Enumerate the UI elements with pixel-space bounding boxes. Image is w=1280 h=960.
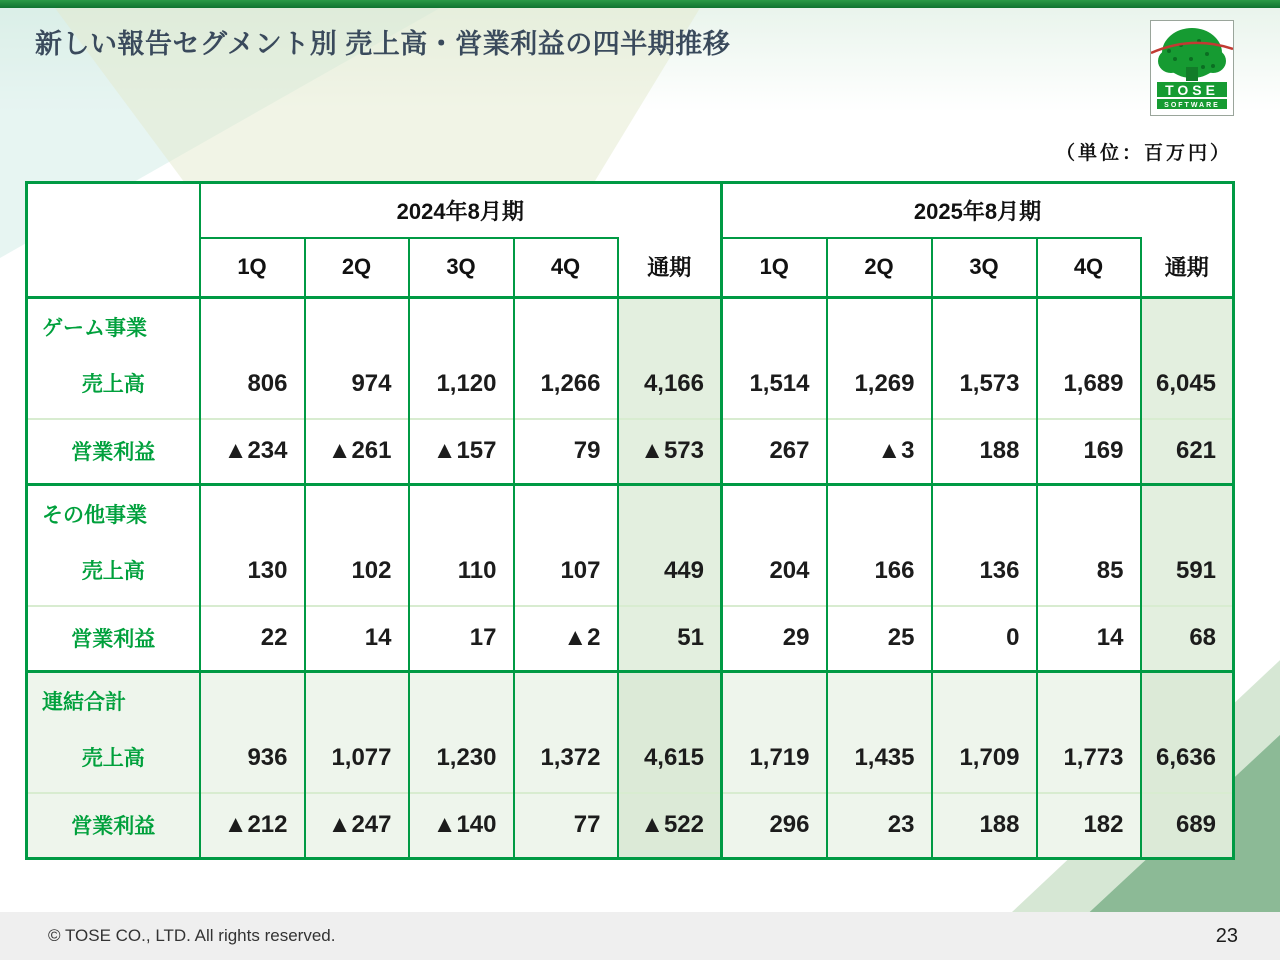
table-corner-cell [27,183,200,298]
page-number: 23 [1215,924,1238,947]
profit-row-label: 営業利益 [27,793,200,859]
sales-value-cell: 1,514 [722,298,827,419]
quarter-header-4q-2024: 4Q [514,238,618,298]
copyright-text: © TOSE CO., LTD. All rights reserved. [48,926,336,945]
quarterly-results-table [25,181,1235,860]
sales-value-cell: 166 [827,485,932,606]
profit-value-cell: 267 [722,419,827,485]
quarter-header-3q-2024: 3Q [409,238,514,298]
sales-value-cell: 1,266 [514,298,618,419]
sales-value-cell: 1,230 [409,672,514,793]
period-header-fy2024: 2024年8月期 [200,183,722,238]
sales-value-cell: 102 [305,485,409,606]
sales-value-cell: 85 [1037,485,1141,606]
profit-value-cell: ▲234 [200,419,305,485]
logo-name-text: TOSE [1165,82,1219,98]
profit-value-cell: ▲573 [618,419,722,485]
profit-value-cell: 17 [409,606,514,672]
segment-name: ゲーム事業 [42,317,147,340]
sales-value-cell: 4,615 [618,672,722,793]
profit-value-cell: ▲3 [827,419,932,485]
profit-row-label: 営業利益 [27,419,200,485]
segment-label-cell [27,298,200,419]
sales-value-cell: 110 [409,485,514,606]
profit-value-cell: 25 [827,606,932,672]
sales-value-cell: 1,372 [514,672,618,793]
segment-label-cell [27,672,200,793]
sales-value-cell: 974 [305,298,409,419]
profit-value-cell: 188 [932,793,1037,859]
sales-row-label: 売上高 [81,372,145,396]
annual-header-2024: 通期 [618,238,722,298]
profit-value-cell: 22 [200,606,305,672]
tose-logo [1150,20,1234,116]
profit-value-cell: 296 [722,793,827,859]
profit-value-cell: 68 [1141,606,1234,672]
sales-value-cell: 6,045 [1141,298,1234,419]
profit-value-cell: 14 [1037,606,1141,672]
sales-value-cell: 936 [200,672,305,793]
segment-name: 連結合計 [42,691,126,714]
logo-subtext: SOFTWARE [1164,102,1220,109]
sales-value-cell: 107 [514,485,618,606]
profit-value-cell: 14 [305,606,409,672]
profit-value-cell: 29 [722,606,827,672]
quarter-header-1q-2024: 1Q [200,238,305,298]
profit-value-cell: 23 [827,793,932,859]
sales-value-cell: 1,573 [932,298,1037,419]
quarter-header-4q-2025: 4Q [1037,238,1141,298]
profit-value-cell: 689 [1141,793,1234,859]
unit-note: （単位：百万円） [1055,143,1232,164]
sales-value-cell: 1,269 [827,298,932,419]
sales-value-cell: 1,709 [932,672,1037,793]
sales-value-cell: 1,719 [722,672,827,793]
profit-value-cell: 169 [1037,419,1141,485]
profit-value-cell: ▲261 [305,419,409,485]
segment-name: その他事業 [42,504,147,527]
profit-value-cell: ▲212 [200,793,305,859]
profit-value-cell: 79 [514,419,618,485]
quarter-header-2q-2025: 2Q [827,238,932,298]
sales-value-cell: 1,120 [409,298,514,419]
profit-value-cell: ▲522 [618,793,722,859]
top-accent-bar [0,0,1280,8]
quarter-header-1q-2025: 1Q [722,238,827,298]
footer-bar [0,912,1280,960]
segment-label-cell [27,485,200,606]
sales-value-cell: 130 [200,485,305,606]
profit-value-cell: ▲157 [409,419,514,485]
profit-value-cell: 51 [618,606,722,672]
sales-row-label: 売上高 [81,746,145,770]
sales-row-label: 売上高 [81,559,145,583]
annual-header-2025: 通期 [1141,238,1234,298]
sales-value-cell: 6,636 [1141,672,1234,793]
quarter-header-2q-2024: 2Q [305,238,409,298]
profit-value-cell: 0 [932,606,1037,672]
sales-value-cell: 1,077 [305,672,409,793]
tose-tree-icon [1151,21,1233,115]
profit-row-label: 営業利益 [27,606,200,672]
profit-value-cell: ▲140 [409,793,514,859]
sales-value-cell: 1,773 [1037,672,1141,793]
sales-value-cell: 1,689 [1037,298,1141,419]
page-title: 新しい報告セグメント別 売上高・営業利益の四半期推移 [35,29,731,59]
profit-value-cell: ▲247 [305,793,409,859]
period-header-fy2025: 2025年8月期 [722,183,1234,238]
table-body [27,298,1234,859]
sales-value-cell: 204 [722,485,827,606]
sales-value-cell: 806 [200,298,305,419]
profit-value-cell: ▲2 [514,606,618,672]
sales-value-cell: 136 [932,485,1037,606]
sales-value-cell: 591 [1141,485,1234,606]
profit-value-cell: 182 [1037,793,1141,859]
sales-value-cell: 449 [618,485,722,606]
profit-value-cell: 188 [932,419,1037,485]
profit-value-cell: 621 [1141,419,1234,485]
sales-value-cell: 4,166 [618,298,722,419]
sales-value-cell: 1,435 [827,672,932,793]
quarter-header-3q-2025: 3Q [932,238,1037,298]
profit-value-cell: 77 [514,793,618,859]
